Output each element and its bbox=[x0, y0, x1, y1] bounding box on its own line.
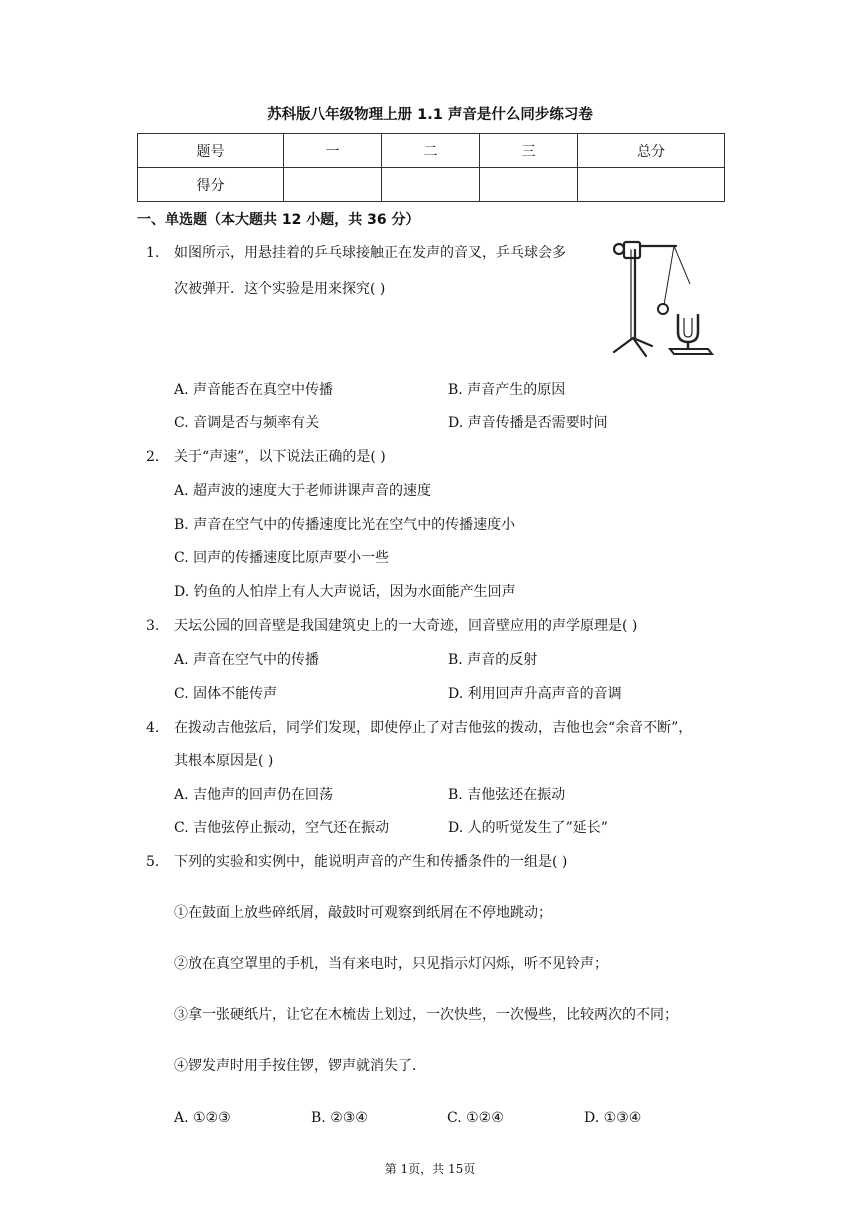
score-header-cell: 二 bbox=[382, 134, 480, 168]
question-text-continued: 次被弹开．这个实验是用来探究( ) bbox=[174, 281, 386, 297]
question-text: 天坛公园的回音壁是我国建筑史上的一大奇迹，回音壁应用的声学原理是( ) bbox=[174, 618, 638, 634]
score-cell[interactable] bbox=[578, 168, 725, 202]
option-d[interactable]: D. 声音传播是否需要时间 bbox=[448, 415, 608, 431]
statement-item: ④锣发声时用手按住锣，锣声就消失了． bbox=[174, 1058, 426, 1074]
score-header-cell: 题号 bbox=[138, 134, 284, 168]
option-c[interactable]: C. ①②④ bbox=[447, 1110, 504, 1126]
score-table-score-row bbox=[138, 168, 725, 202]
tuning-fork-apparatus-figure bbox=[608, 236, 723, 361]
page-title: 苏科版八年级物理上册 1.1 声音是什么同步练习卷 bbox=[267, 107, 593, 123]
question-3 bbox=[146, 616, 637, 636]
question-text: 关于“声速”，以下说法正确的是( ) bbox=[174, 449, 386, 465]
question-text-continued: 其根本原因是( ) bbox=[174, 753, 274, 769]
option-a[interactable]: A. 声音在空气中的传播 bbox=[174, 652, 320, 668]
option-b[interactable]: B. ②③④ bbox=[311, 1110, 368, 1126]
question-number: 4. bbox=[146, 720, 160, 736]
option-d[interactable]: D. 利用回声升高声音的音调 bbox=[448, 686, 622, 702]
question-4 bbox=[146, 718, 692, 738]
score-header-cell: 三 bbox=[480, 134, 578, 168]
option-c[interactable]: C. 固体不能传声 bbox=[174, 686, 278, 702]
question-text: 在拨动吉他弦后，同学们发现，即使停止了对吉他弦的拨动，吉他也会“余音不断”， bbox=[174, 720, 693, 736]
option-a[interactable]: A. 声音能否在真空中传播 bbox=[174, 382, 334, 398]
score-table bbox=[137, 133, 725, 202]
statement-item: ①在鼓面上放些碎纸屑，敲鼓时可观察到纸屑在不停地跳动； bbox=[174, 905, 552, 921]
option-a[interactable]: A. 超声波的速度大于老师讲课声音的速度 bbox=[174, 483, 432, 499]
question-number: 1. bbox=[146, 245, 160, 261]
question-text: 如图所示，用悬挂着的乒乓球接触正在发声的音叉，乒乓球会多 bbox=[174, 245, 566, 261]
option-b[interactable]: B. 声音在空气中的传播速度比光在空气中的传播速度小 bbox=[174, 517, 516, 533]
score-header-cell: 总分 bbox=[578, 134, 725, 168]
score-cell[interactable] bbox=[480, 168, 578, 202]
option-c[interactable]: C. 音调是否与频率有关 bbox=[174, 415, 320, 431]
statement-item: ③拿一张硬纸片，让它在木梳齿上划过，一次快些，一次慢些，比较两次的不同； bbox=[174, 1007, 678, 1023]
question-text: 下列的实验和实例中，能说明声音的产生和传播条件的一组是( ) bbox=[174, 854, 568, 870]
option-b[interactable]: B. 声音产生的原因 bbox=[448, 382, 566, 398]
question-number: 2. bbox=[146, 449, 160, 465]
score-table-header-row bbox=[138, 134, 725, 168]
score-row-label: 得分 bbox=[138, 168, 284, 202]
option-c[interactable]: C. 回声的传播速度比原声要小一些 bbox=[174, 550, 390, 566]
question-number: 5. bbox=[146, 854, 160, 870]
option-b[interactable]: B. 声音的反射 bbox=[448, 652, 538, 668]
score-header-cell: 一 bbox=[284, 134, 382, 168]
question-1 bbox=[146, 243, 566, 263]
score-cell[interactable] bbox=[284, 168, 382, 202]
section-heading: 一、单选题（本大题共 12 小题，共 36 分） bbox=[137, 212, 420, 228]
option-d[interactable]: D. 人的听觉发生了”延长” bbox=[448, 820, 608, 836]
question-2 bbox=[146, 447, 386, 467]
question-number: 3. bbox=[146, 618, 160, 634]
option-a[interactable]: A. ①②③ bbox=[174, 1110, 231, 1126]
option-d[interactable]: D. ①③④ bbox=[584, 1110, 642, 1126]
option-c[interactable]: C. 吉他弦停止振动，空气还在振动 bbox=[174, 820, 390, 836]
score-cell[interactable] bbox=[382, 168, 480, 202]
page-footer: 第 1页，共 15页 bbox=[384, 1162, 476, 1176]
option-d[interactable]: D. 钓鱼的人怕岸上有人大声说话，因为水面能产生回声 bbox=[174, 584, 516, 600]
option-b[interactable]: B. 吉他弦还在振动 bbox=[448, 787, 566, 803]
statement-item: ②放在真空罩里的手机，当有来电时，只见指示灯闪烁，听不见铃声； bbox=[174, 956, 608, 972]
option-a[interactable]: A. 吉他声的回声仍在回荡 bbox=[174, 787, 334, 803]
question-5 bbox=[146, 852, 567, 872]
